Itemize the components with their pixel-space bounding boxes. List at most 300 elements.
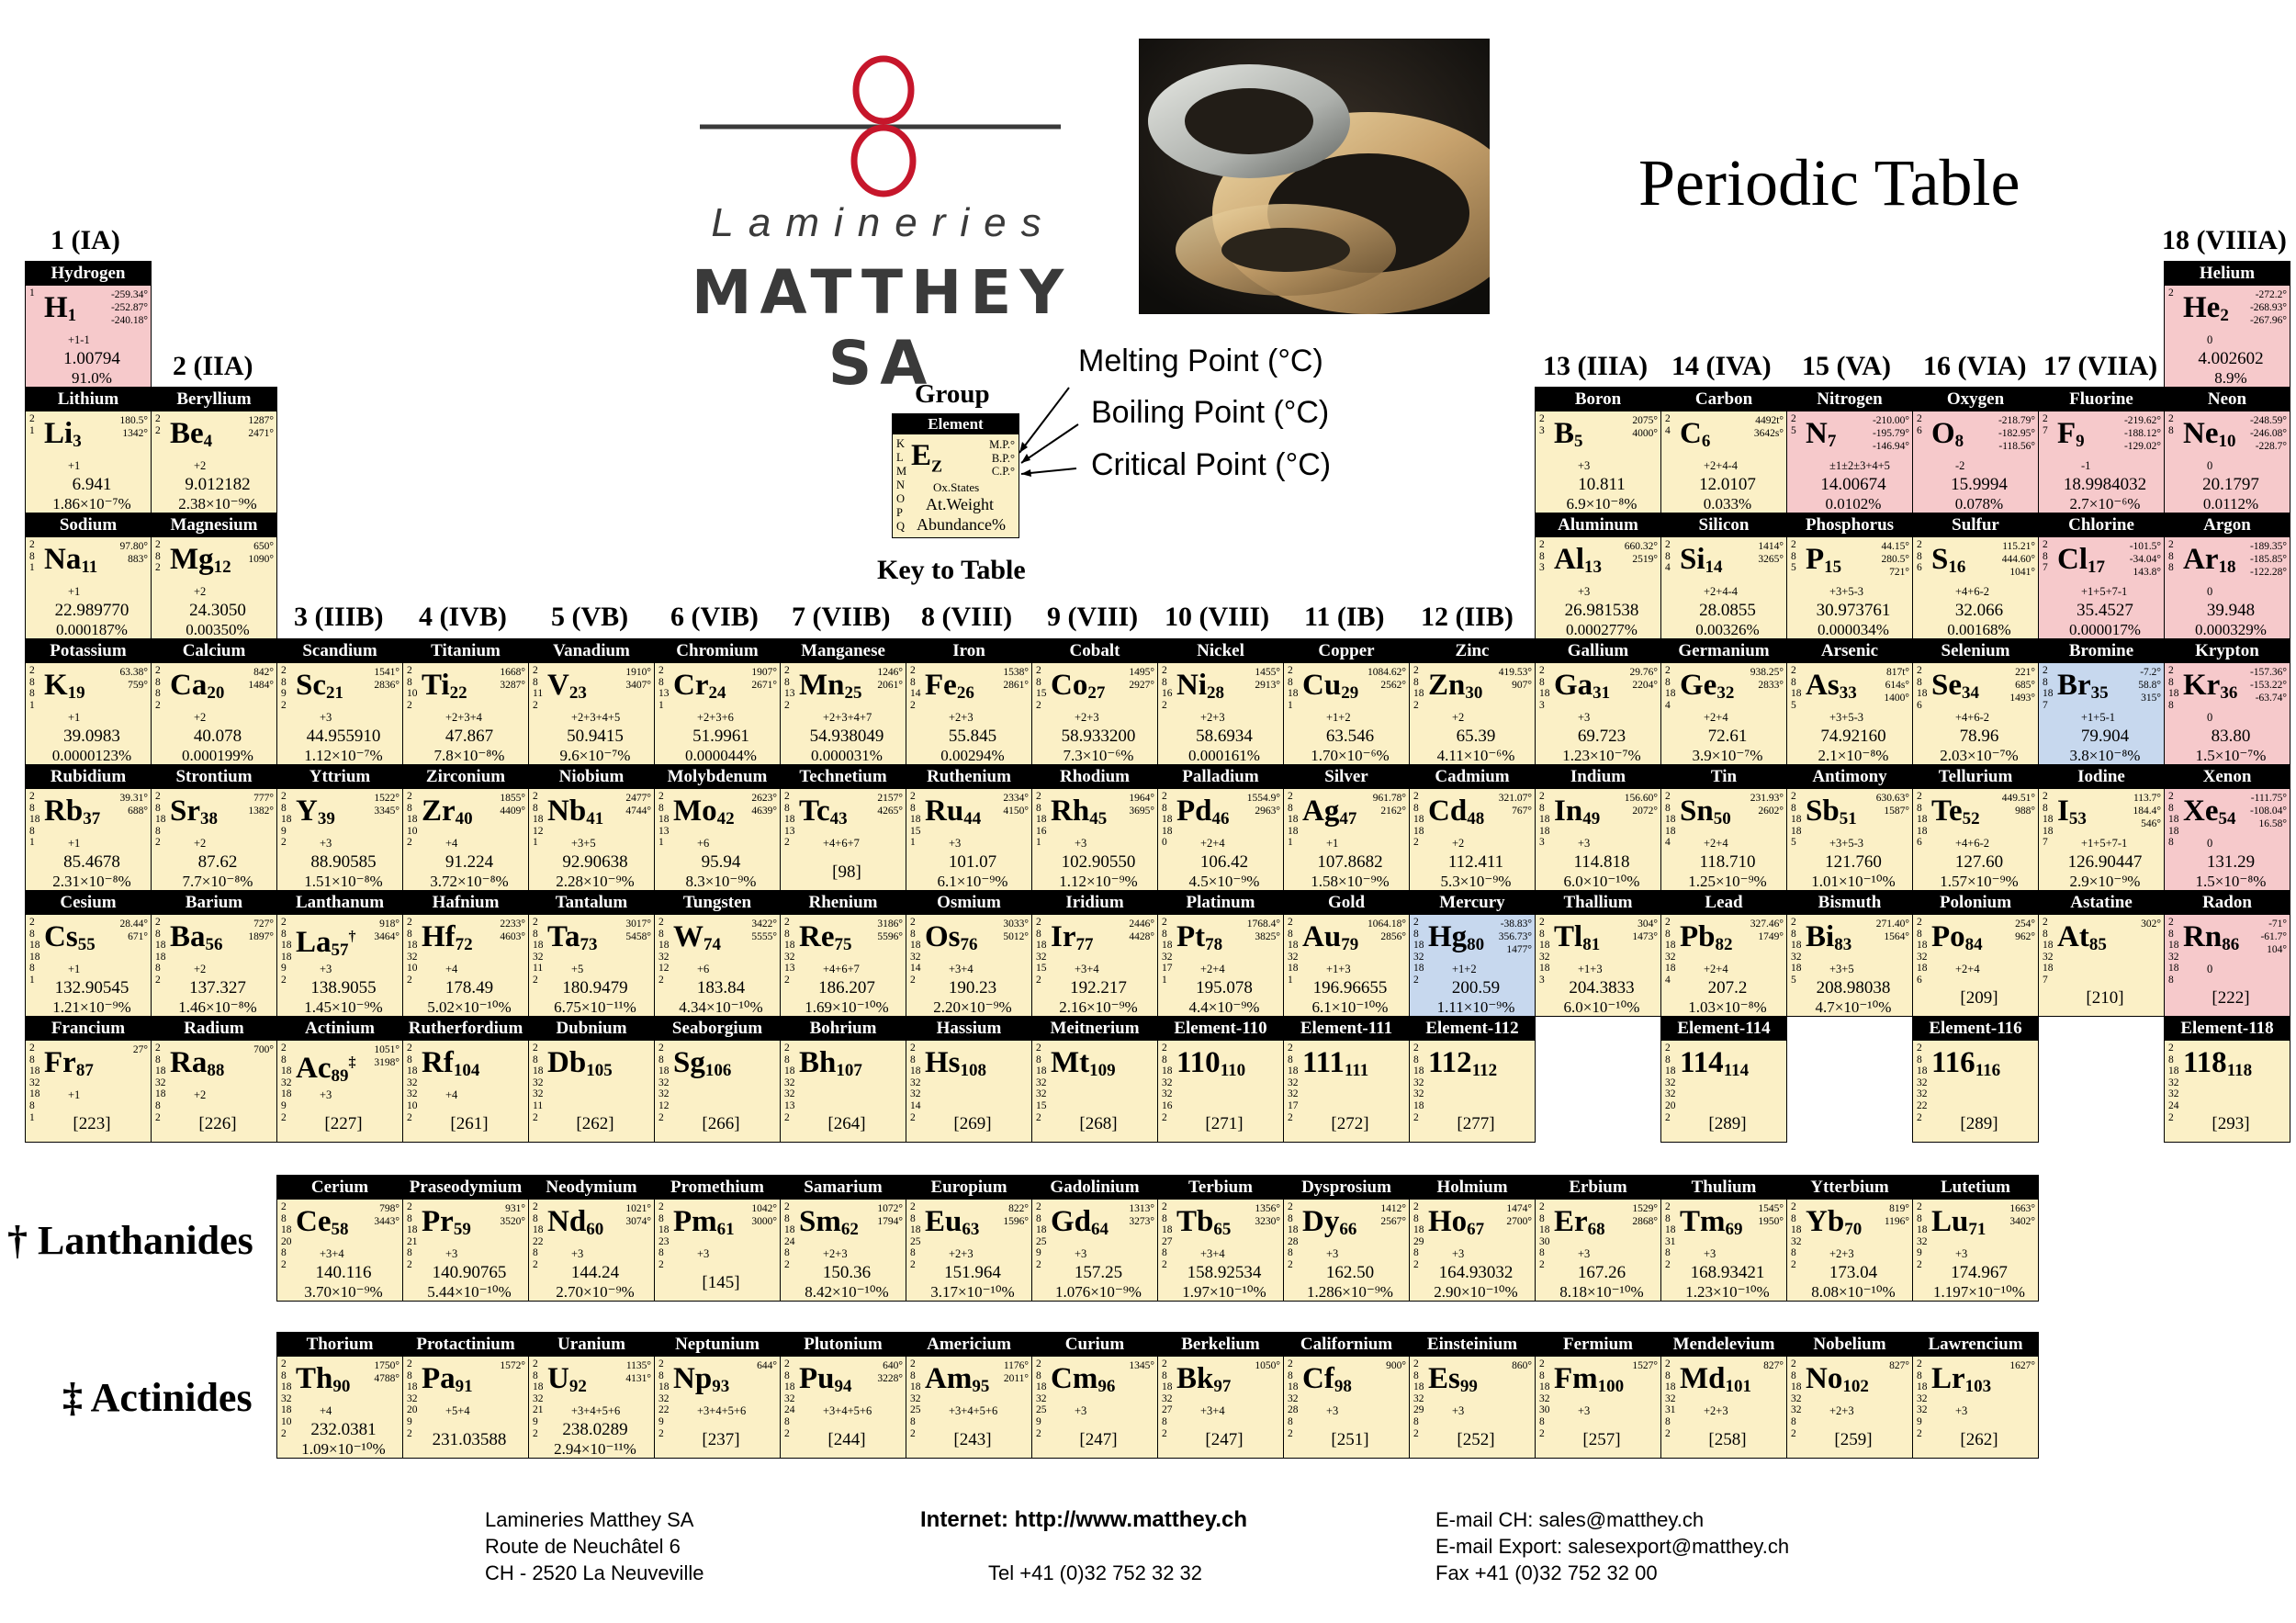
element-cell-oxygen <box>1912 387 2039 513</box>
element-symbol <box>1931 1205 1986 1246</box>
shell-count: 2 <box>1791 917 1796 928</box>
atomic-number: 23 <box>568 683 587 703</box>
shell-count: 32 <box>658 1088 670 1100</box>
oxidation-states: +2+4 <box>1200 837 1225 850</box>
temperatures <box>1750 666 1784 692</box>
element-symbol <box>1554 920 1600 962</box>
element-name: Yttrium <box>277 765 402 789</box>
oxidation-states: 0 <box>2207 459 2213 472</box>
electron-shells <box>533 665 546 711</box>
shell-count: 32 <box>1162 951 1173 963</box>
temperature-value: 3228° <box>877 1373 903 1384</box>
shell-count: 18 <box>1665 688 1676 700</box>
symbol-text: Rh <box>1051 795 1090 828</box>
symbol-text: K <box>44 669 68 702</box>
atomic-weight: 9.012182 <box>185 475 251 494</box>
temperature-value: 1176° <box>1003 1360 1029 1371</box>
symbol-text: Fr <box>44 1046 76 1079</box>
temperature-value: 2927° <box>1129 680 1154 691</box>
shell-count: 8 <box>533 802 538 814</box>
key-ox: Ox.States <box>933 480 980 494</box>
shell-count: 4 <box>1665 699 1671 711</box>
shell-count: 8 <box>1791 1369 1796 1381</box>
temperatures <box>1763 1359 1784 1372</box>
element-symbol <box>1428 1046 1497 1088</box>
temperatures <box>120 918 148 943</box>
element-cell-arsenic <box>1786 638 1913 765</box>
symbol-text: Cr <box>673 669 709 702</box>
temperature-value: 640° <box>883 1360 903 1371</box>
oxidation-states: +3+5 <box>1829 963 1854 975</box>
atomic-weight: 74.92160 <box>1820 727 1886 746</box>
element-name: Tantalum <box>529 891 654 915</box>
element-cell-praseodymium <box>402 1175 529 1302</box>
shell-count: 2 <box>281 1111 287 1123</box>
shell-count: 8 <box>2168 562 2174 574</box>
shell-count: 9 <box>1917 1247 1922 1259</box>
atomic-number: 114 <box>1723 1061 1750 1080</box>
oxidation-states: +3 <box>1704 1247 1716 1260</box>
shell-count: 6 <box>1917 562 1922 574</box>
shell-count: 31 <box>1665 1404 1676 1416</box>
oxidation-states: +3 <box>1578 1247 1591 1260</box>
key-cell <box>892 413 1019 538</box>
shell-count: 7 <box>2043 424 2048 436</box>
shell-count: 2 <box>1791 413 1796 424</box>
shell-count: 2 <box>155 699 161 711</box>
temperature-value: 1345° <box>1129 1360 1154 1371</box>
element-name: Potassium <box>26 639 151 663</box>
element-name: Titanium <box>403 639 528 663</box>
shell-count: 18 <box>1036 1381 1047 1393</box>
shell-count: 32 <box>1162 1392 1173 1404</box>
temperature-value: 1794° <box>877 1216 903 1227</box>
abundance: 3.8×10⁻⁸% <box>2069 747 2141 764</box>
shell-count: 3 <box>1539 562 1545 574</box>
shell-count: 9 <box>1036 1247 1041 1259</box>
element-cell-chlorine <box>2038 513 2165 639</box>
element-symbol <box>925 795 981 836</box>
atomic-weight: 150.36 <box>822 1263 872 1282</box>
shell-count: 18 <box>2043 963 2054 975</box>
element-name: Protactinium <box>403 1333 528 1357</box>
element-symbol <box>296 669 343 710</box>
oxidation-states: +1 <box>68 711 81 724</box>
atomic-number: 64 <box>1091 1220 1109 1239</box>
element-symbol <box>1302 920 1358 962</box>
shell-count: 8 <box>1413 1247 1419 1259</box>
electron-shells <box>1917 1043 1930 1123</box>
atomic-number: 46 <box>1211 809 1230 828</box>
element-name: Praseodymium <box>403 1176 528 1200</box>
abundance: 0.000277% <box>1566 621 1638 638</box>
temperature-value: 2562° <box>1380 680 1406 691</box>
electron-shells <box>1665 665 1678 711</box>
shell-count: 2 <box>1917 1427 1922 1439</box>
temperature-value: 1042° <box>751 1203 777 1214</box>
temperature-value: -38.83° <box>1500 919 1532 930</box>
shell-count: 2 <box>784 917 790 928</box>
element-cell-niobium <box>528 764 655 891</box>
oxidation-states: +2+4 <box>1704 837 1728 850</box>
temperature-value: 28.44° <box>119 919 148 930</box>
shell-count: 32 <box>281 1392 292 1404</box>
element-symbol <box>2183 795 2235 836</box>
shell-count: 2 <box>1413 974 1419 986</box>
atomic-number: 91 <box>455 1377 473 1396</box>
shell-count: 9 <box>658 1415 664 1427</box>
oxidation-states: +2+4-4 <box>1704 459 1739 472</box>
shell-count: 18 <box>1413 1224 1424 1236</box>
group-label-11: 11 (IB) <box>1304 602 1385 632</box>
atomic-weight: [261] <box>450 1114 489 1133</box>
abundance: 1.03×10⁻⁸% <box>1688 998 1767 1016</box>
oxidation-states: +3+4 <box>1200 1247 1225 1260</box>
shell-count: 32 <box>910 1392 921 1404</box>
element-name: Hassium <box>906 1017 1031 1041</box>
oxidation-states: +2 <box>194 1088 207 1101</box>
shell-count: 2 <box>1665 1111 1671 1123</box>
element-cell-terbium <box>1157 1175 1284 1302</box>
shell-count: 18 <box>910 940 921 952</box>
oxidation-states: +2 <box>1452 711 1465 724</box>
shell-count: 18 <box>2043 814 2054 826</box>
shell-count: 2 <box>155 562 161 574</box>
metal-coils-photo <box>1139 39 1490 314</box>
oxidation-states: +3 <box>1075 1247 1087 1260</box>
element-cell-astatine <box>2038 890 2165 1017</box>
symbol-text: Mg <box>170 543 214 576</box>
oxidation-states: +3+4+5+6 <box>571 1404 621 1417</box>
electron-shells <box>658 917 671 986</box>
element-name: Chromium <box>655 639 780 663</box>
atomic-number: 15 <box>1824 558 1842 577</box>
atomic-number: 86 <box>2222 935 2240 954</box>
temperatures <box>877 918 903 943</box>
electron-shells <box>1665 917 1678 986</box>
element-symbol <box>799 1046 862 1088</box>
abundance: 2.1×10⁻⁸% <box>1818 747 1889 764</box>
symbol-text: P <box>1806 543 1825 576</box>
shell-count: 18 <box>29 940 40 952</box>
atomic-weight: 69.723 <box>1577 727 1626 746</box>
shell-count: 9 <box>1036 1415 1041 1427</box>
symbol-text: Pb <box>1680 920 1716 953</box>
shell-count: 8 <box>1539 676 1545 688</box>
footer-email-export[interactable]: E-mail Export: salesexport@matthey.ch <box>1435 1535 1790 1558</box>
shell-count: 18 <box>1539 963 1550 975</box>
element-name: Indium <box>1536 765 1660 789</box>
temperature-value: 27° <box>132 1044 148 1055</box>
electron-shells <box>281 1201 294 1271</box>
temperature-value: 860° <box>1512 1360 1532 1371</box>
shell-count: 18 <box>1413 1099 1424 1111</box>
atomic-number: 9 <box>2076 432 2085 451</box>
oxidation-states: +3+5-3 <box>1829 711 1864 724</box>
series-marker: † <box>348 929 356 944</box>
shell-count: 2 <box>155 917 161 928</box>
temperature-value: 1414° <box>1758 541 1784 552</box>
element-name: Americium <box>906 1333 1031 1357</box>
key-group-label: Group <box>915 379 990 409</box>
shell-count: 32 <box>1917 1088 1928 1100</box>
abundance: 3.72×10⁻⁸% <box>430 873 509 890</box>
symbol-text: Ne <box>2183 417 2219 450</box>
abundance: 2.94×10⁻¹¹% <box>554 1440 636 1458</box>
element-symbol <box>296 795 335 836</box>
element-cell-uranium <box>528 1332 655 1459</box>
oxidation-states: +1+5+7-1 <box>2081 837 2128 850</box>
shell-count: 18 <box>1162 940 1173 952</box>
shell-count: 5 <box>1791 974 1796 986</box>
temperature-value: 1964° <box>1129 793 1154 804</box>
atomic-weight: 15.9994 <box>1951 475 2008 494</box>
element-cell-tin <box>1660 764 1787 891</box>
atomic-weight: 186.207 <box>818 978 875 997</box>
element-symbol <box>1680 795 1731 836</box>
atomic-weight: 158.92534 <box>1187 1263 1262 1282</box>
abundance: 0.0112% <box>2202 495 2259 513</box>
shell-count: 28 <box>1288 1404 1299 1416</box>
group-label-2: 2 (IIA) <box>173 351 253 381</box>
element-symbol <box>44 291 76 332</box>
symbol-text: Tl <box>1554 920 1583 953</box>
shell-count: 0 <box>1162 837 1167 849</box>
shell-count: 2 <box>1162 665 1167 676</box>
oxidation-states: +4+6-2 <box>1955 585 1990 598</box>
abundance: 1.076×10⁻⁹% <box>1055 1283 1142 1301</box>
temperature-value: -63.74° <box>2255 693 2287 704</box>
atomic-number: 32 <box>1716 683 1735 703</box>
shell-count: 8 <box>29 688 35 700</box>
atomic-weight: [251] <box>1331 1430 1369 1449</box>
shell-count: 1 <box>533 837 538 849</box>
shell-count: 2 <box>1413 1427 1419 1439</box>
element-symbol <box>925 669 974 710</box>
shell-count: 18 <box>281 1065 292 1077</box>
electron-shells <box>1791 791 1804 849</box>
element-cell-barium <box>151 890 277 1017</box>
shell-count: 18 <box>281 951 292 963</box>
temperatures <box>120 540 148 566</box>
oxidation-states: +5+4 <box>445 1404 470 1417</box>
element-cell-francium <box>25 1016 152 1143</box>
shell-count: 18 <box>1539 825 1550 837</box>
temperature-value: 444.60° <box>2001 554 2035 565</box>
temperature-value: 104° <box>2267 944 2287 955</box>
element-symbol <box>1302 795 1356 836</box>
temperature-value: -111.75° <box>2250 793 2287 804</box>
atomic-number: 58 <box>331 1220 349 1239</box>
element-cell-lead <box>1660 890 1787 1017</box>
shell-count: 18 <box>658 814 670 826</box>
temperature-value: 961.78° <box>1372 793 1406 804</box>
shell-count: 18 <box>1665 1224 1676 1236</box>
element-cell-silicon <box>1660 513 1787 639</box>
element-symbol <box>1051 1205 1109 1246</box>
atomic-weight: [269] <box>953 1114 992 1133</box>
temperatures <box>877 792 903 817</box>
element-symbol <box>422 669 467 710</box>
element-cell-element-112 <box>1409 1016 1536 1143</box>
element-symbol <box>1554 1205 1605 1246</box>
abundance: 6.75×10⁻¹¹% <box>554 998 636 1016</box>
element-cell-sodium <box>25 513 152 639</box>
atomic-weight: 157.25 <box>1074 1263 1123 1282</box>
symbol-text: Pa <box>422 1362 456 1395</box>
atomic-number: 104 <box>453 1061 480 1080</box>
electron-shells <box>1162 1201 1175 1271</box>
shell-count: 4 <box>1665 837 1671 849</box>
temperatures <box>500 666 525 692</box>
shell-count: 9 <box>407 1415 412 1427</box>
shell-count: 32 <box>407 1392 418 1404</box>
electron-shells <box>407 1043 420 1123</box>
temperature-value: 1855° <box>500 793 525 804</box>
atomic-weight: [227] <box>324 1114 363 1133</box>
symbol-text: Cf <box>1302 1362 1334 1395</box>
temperature-value: -267.96° <box>2249 315 2287 326</box>
oxidation-states: +4+6-2 <box>1955 711 1990 724</box>
element-cell-scandium <box>276 638 403 765</box>
element-symbol <box>673 795 735 836</box>
element-cell-copper <box>1283 638 1410 765</box>
shell-count: 2 <box>1162 1043 1167 1054</box>
shell-count: 2 <box>1036 1427 1041 1439</box>
atomic-number: 42 <box>716 809 735 828</box>
shell-count: 8 <box>281 928 287 940</box>
shell-count: 2 <box>407 1258 412 1270</box>
oxidation-states: +4+6+7 <box>823 837 860 850</box>
element-name: Lutetium <box>1913 1176 2038 1200</box>
temperature-value: -268.93° <box>2249 302 2287 313</box>
shell-count: 32 <box>1539 951 1550 963</box>
atomic-weight: 95.94 <box>701 852 741 872</box>
shell-count: 2 <box>784 1358 790 1369</box>
oxidation-states: +1+3 <box>1578 963 1603 975</box>
shell-count: 9 <box>281 963 287 975</box>
abundance: 0.000044% <box>685 747 757 764</box>
shell-count: 8 <box>29 1099 35 1111</box>
symbol-text: Rf <box>422 1046 454 1079</box>
element-cell-iron <box>906 638 1032 765</box>
electron-shells <box>2168 413 2181 436</box>
footer-internet[interactable]: Internet: http://www.matthey.ch <box>920 1507 1248 1532</box>
symbol-text: At <box>2057 920 2089 953</box>
element-symbol <box>1428 1362 1478 1403</box>
atomic-weight: 91.224 <box>445 852 494 872</box>
oxidation-states: +5 <box>571 963 584 975</box>
atomic-number: 8 <box>1954 432 1964 451</box>
atomic-number: 72 <box>455 935 473 954</box>
shell-count: 15 <box>1036 688 1047 700</box>
element-cell-platinum <box>1157 890 1284 1017</box>
electron-shells <box>2168 665 2181 711</box>
element-name: Sodium <box>26 513 151 537</box>
shell-count: 1 <box>29 974 35 986</box>
element-symbol <box>1806 543 1841 584</box>
element-name: Scandium <box>277 639 402 663</box>
shell-count: 2 <box>155 413 161 424</box>
temperatures <box>1373 792 1406 817</box>
element-symbol <box>1428 795 1484 836</box>
atomic-number: 34 <box>1962 683 1979 703</box>
temperature-value: 221° <box>2015 667 2035 678</box>
atomic-number: 41 <box>586 809 604 828</box>
element-name: Radon <box>2165 891 2290 915</box>
element-symbol <box>44 543 97 584</box>
temperature-value: 2334° <box>1003 793 1029 804</box>
shell-count: 8 <box>407 1212 412 1224</box>
temperature-value: -122.28° <box>2249 567 2287 578</box>
temperature-value: 2446° <box>1129 919 1154 930</box>
symbol-text: Gd <box>1051 1205 1092 1238</box>
element-symbol <box>2057 417 2085 458</box>
shell-count: 8 <box>658 1369 664 1381</box>
shell-count: 2 <box>1791 791 1796 802</box>
atomic-weight: 131.29 <box>2206 852 2256 872</box>
shell-count: 18 <box>1539 940 1550 952</box>
electron-shells <box>1162 665 1175 711</box>
element-name: Seaborgium <box>655 1017 780 1041</box>
atomic-weight: 238.0289 <box>562 1420 628 1439</box>
actinides-label: ‡ Actinides <box>62 1375 253 1420</box>
symbol-text: Be <box>170 417 204 450</box>
temperature-value: 546° <box>2141 818 2161 829</box>
element-name: Element-112 <box>1410 1017 1535 1041</box>
temperature-value: 1473° <box>1632 931 1658 942</box>
shell-count: 2 <box>2168 413 2174 424</box>
temperature-value: -210.00° <box>1872 415 1909 426</box>
element-symbol <box>1176 1362 1231 1403</box>
element-name: Lanthanum <box>277 891 402 915</box>
footer-email-ch[interactable]: E-mail CH: sales@matthey.ch <box>1435 1508 1705 1531</box>
element-symbol <box>2057 543 2105 584</box>
element-symbol <box>1931 417 1964 458</box>
atomic-number: 22 <box>449 683 467 703</box>
symbol-text: Pr <box>422 1205 454 1238</box>
element-cell-tellurium <box>1912 764 2039 891</box>
shell-count: 8 <box>784 1054 790 1065</box>
atomic-number: 30 <box>1465 683 1483 703</box>
shell-count: 7 <box>2043 699 2048 711</box>
atomic-number: 11 <box>81 558 98 577</box>
shell-count: 2 <box>1413 1111 1419 1123</box>
shell-count: 8 <box>1791 1212 1796 1224</box>
atomic-number: 97 <box>1213 1377 1232 1396</box>
shell-count: 18 <box>155 814 166 826</box>
element-symbol <box>2183 417 2235 458</box>
shell-count: 30 <box>1539 1235 1550 1247</box>
atomic-weight: 44.955910 <box>306 727 381 746</box>
shell-count: 32 <box>2168 1076 2179 1088</box>
element-cell-lithium <box>25 387 152 513</box>
shell-count: 18 <box>155 1088 166 1100</box>
abundance: 8.9% <box>2214 369 2247 387</box>
element-cell-radium <box>151 1016 277 1143</box>
shell-count: 8 <box>1539 802 1545 814</box>
shell-count: 2 <box>29 539 35 550</box>
shell-count: 18 <box>2168 940 2179 952</box>
symbol-text: Lr <box>1931 1362 1965 1395</box>
oxidation-states: +3 <box>1578 837 1591 850</box>
symbol-text: Ac <box>296 1052 332 1085</box>
shell-count: 8 <box>2168 802 2174 814</box>
shell-count: 2 <box>1665 1427 1671 1439</box>
shell-count: 18 <box>407 1224 418 1236</box>
symbol-text: Ga <box>1554 669 1593 702</box>
temperatures <box>1499 666 1532 692</box>
